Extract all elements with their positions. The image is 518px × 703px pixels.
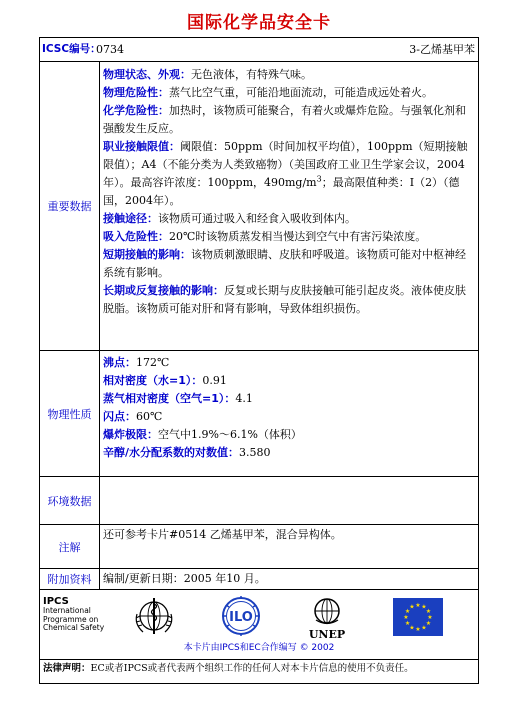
eu-star-icon: ★ bbox=[425, 608, 432, 615]
eu-flag-icon bbox=[393, 598, 443, 636]
ipcs-block bbox=[43, 596, 104, 633]
property-item: 蒸气相对密度（空气=1）：4.1 bbox=[103, 392, 253, 405]
cooperation-caption: 本卡片由IPCS和EC合作编写 © 2002 bbox=[183, 643, 335, 653]
ipcs-line: International bbox=[43, 606, 91, 615]
card-header bbox=[40, 38, 478, 62]
disclaimer-section bbox=[40, 660, 478, 683]
important-data-section bbox=[40, 62, 478, 351]
eu-star-icon: ★ bbox=[425, 620, 432, 627]
eu-star-icon: ★ bbox=[404, 620, 411, 627]
important-item: 物理危险性：蒸气比空气重，可能沿地面流动，可能造成远处着火。 bbox=[103, 86, 433, 99]
property-item: 辛醇/水分配系数的对数值：3.580 bbox=[103, 446, 271, 459]
important-item: 长期或反复接触的影响：反复或长期与皮肤接触可能引起皮炎。液体使皮肤脱脂。该物质可能对肝和肾有影响，导致体组织损伤。 bbox=[103, 284, 466, 315]
ipcs-line: Programme on bbox=[43, 614, 99, 624]
physical-properties-label: 物理性质 bbox=[40, 351, 100, 476]
property-item: 沸点：172℃ bbox=[103, 356, 170, 369]
legal-disclaimer bbox=[43, 660, 414, 677]
additional-info-label: 附加资料 bbox=[40, 569, 100, 589]
additional-info-section bbox=[40, 569, 478, 590]
eu-star-icon: ★ bbox=[409, 603, 415, 611]
important-data-label: 重要数据 bbox=[40, 62, 100, 350]
page-title: 国际化学品安全卡 bbox=[187, 13, 331, 33]
unep-text: UNEP bbox=[308, 628, 346, 641]
important-item: 短期接触的影响：该物质刺激眼睛、皮肤和呼吸道。该物质可能对中枢神经系统有影响。 bbox=[103, 248, 466, 279]
chemical-name: 3-乙烯基甲苯 bbox=[409, 43, 475, 56]
safety-card bbox=[39, 37, 479, 684]
eu-star-icon: ★ bbox=[421, 624, 427, 632]
eu-star-icon: ★ bbox=[415, 602, 421, 609]
icsc-label: ICSC编号： bbox=[42, 43, 101, 55]
ipcs-title: IPCS bbox=[43, 596, 69, 607]
eu-star-icon: ★ bbox=[421, 603, 427, 611]
disclaimer-text: EC或者IPCS或者代表两个组织工作的任何人对本卡片信息的使用不负责任。 bbox=[90, 663, 414, 674]
property-item: 相对密度（水=1）：0.91 bbox=[103, 374, 227, 387]
additional-info-content: 编制/更新日期：2005 年10 月。 bbox=[103, 572, 266, 585]
logos-section bbox=[40, 590, 478, 660]
eu-star-icon: ★ bbox=[415, 626, 421, 633]
environment-content bbox=[100, 477, 478, 524]
important-data-content bbox=[100, 62, 478, 350]
environment-label: 环境数据 bbox=[40, 477, 100, 524]
environment-section bbox=[40, 477, 478, 525]
important-item: 物理状态、外观：无色液体，有特殊气味。 bbox=[103, 68, 312, 81]
important-item: 吸入危险性：20℃时该物质蒸发相当慢达到空气中有害污染浓度。 bbox=[103, 230, 427, 243]
disclaimer-key: 法律声明： bbox=[43, 663, 91, 674]
notes-content: 还可参考卡片#0514 乙烯基甲苯，混合异构体。 bbox=[103, 528, 342, 541]
notes-label: 注解 bbox=[40, 525, 100, 568]
property-item: 闪点：60℃ bbox=[103, 410, 163, 423]
ilo-logo-icon bbox=[218, 594, 264, 638]
notes-section bbox=[40, 525, 478, 569]
eu-star-icon: ★ bbox=[403, 614, 409, 621]
important-item: 化学危险性：加热时，该物质可能聚合，有着火或爆炸危险。与强氧化剂和强酸发生反应。 bbox=[103, 104, 466, 135]
eu-star-icon: ★ bbox=[404, 608, 411, 615]
icsc-number: 0734 bbox=[96, 43, 124, 56]
eu-star-icon: ★ bbox=[427, 614, 433, 621]
property-item: 爆炸极限：空气中1.9%～6.1%（体积） bbox=[103, 428, 302, 441]
ipcs-line: Chemical Safety bbox=[43, 623, 105, 632]
important-item: 职业接触限值：阈限值：50ppm（时间加权平均值），100ppm（短期接触限值）；A4（不能分类为人类致癌物）（美国政府工业卫生学家会议，2004年）。最高容许浓度：100ppm，$490mg/m^3$；最高限值种类：I（2）（德国，2004年）。 bbox=[103, 140, 468, 207]
unep-logo-icon bbox=[302, 594, 352, 642]
physical-properties-content bbox=[100, 351, 478, 476]
eu-star-icon: ★ bbox=[409, 624, 415, 632]
important-item: 接触途径：该物质可通过吸入和经食入吸收到体内。 bbox=[103, 212, 356, 225]
physical-properties-section bbox=[40, 351, 478, 477]
svg-text:ILO: ILO bbox=[229, 610, 253, 625]
who-logo-icon bbox=[131, 594, 177, 638]
